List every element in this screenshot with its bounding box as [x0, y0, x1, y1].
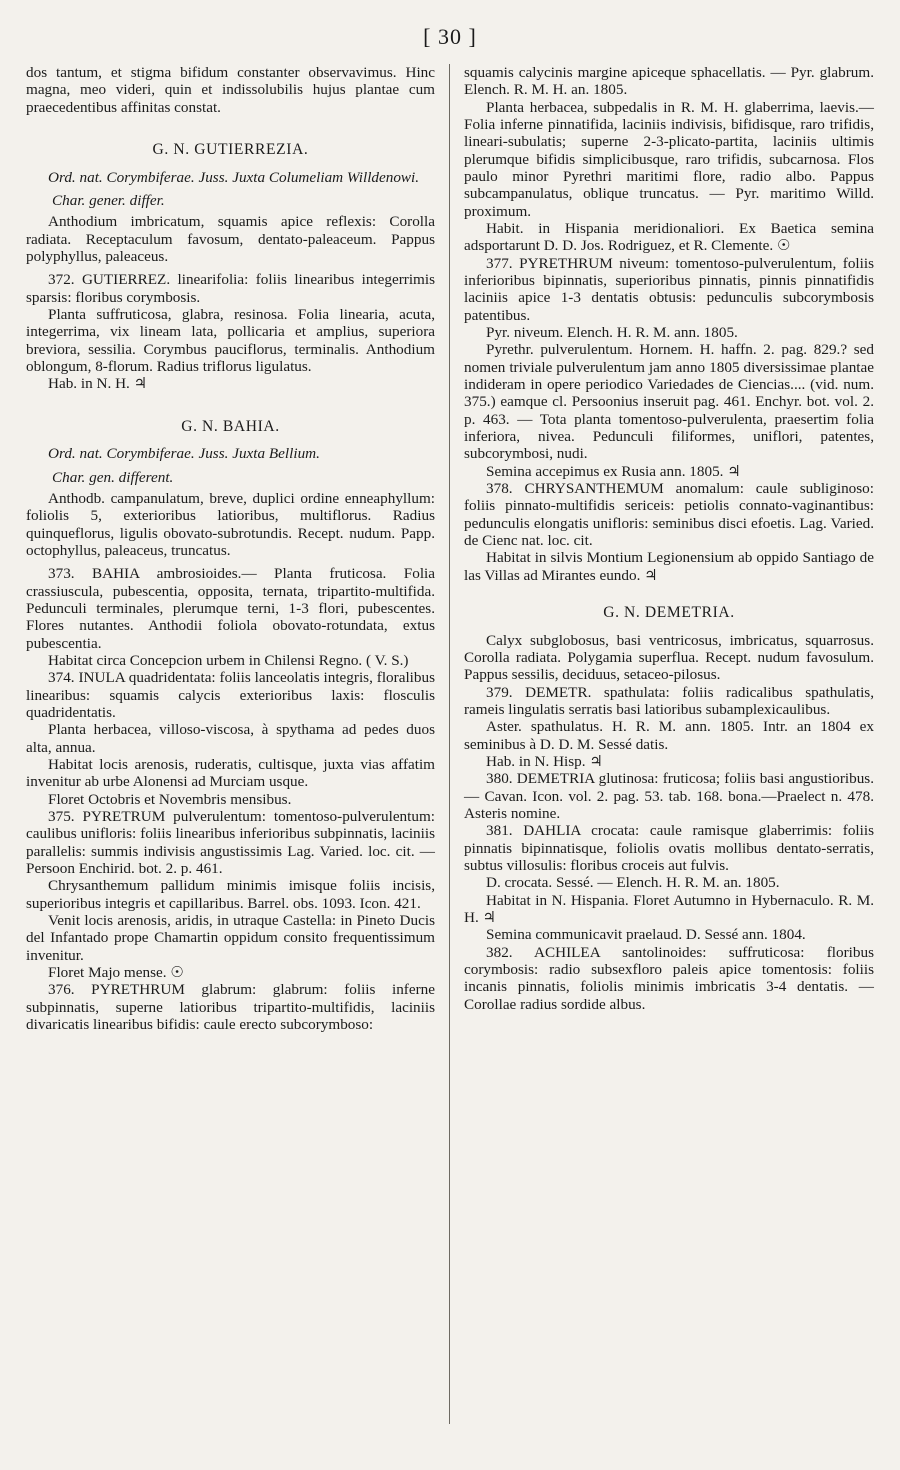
- page-number: [ 30 ]: [423, 24, 477, 49]
- species-entry-374: 374. INULA quadridentata: foliis lanceolatis integris, floralibus linearibus: squamis calycis exterioribus laxis: flosculis quadridentatis.: [26, 669, 435, 722]
- character-heading-gutierrezia: Char. gener. differ.: [52, 192, 165, 210]
- genus-heading-bahia: G. N. BAHIA.: [181, 417, 280, 435]
- species-description-372: Planta suffruticosa, glabra, resinosa. Folia linearia, acuta, integerrima, vix lineam lata, pollicaria et amplius, superiora breviora, sessilia. Corymbus pauciflorus, terminalis. Anthodium oblongum, 8-florum. Radius triflorus ligulatus.: [26, 306, 435, 376]
- species-entry-372: 372. GUTIERREZ. linearifolia: foliis linearibus integerrimis sparsis: floribus corymbosis.: [26, 271, 435, 306]
- character-text-bahia: Anthodb. campanulatum, breve, duplici ordine enneaphyllum: foliolis 5, exterioribus latioribus, multiflorus. Radius quinqueflorus, ligulis obovato-subrotundis. Recept. nudum. Papp. octophyllus, paleaceus, truncatus.: [26, 490, 435, 560]
- right-column: [450, 64, 874, 1424]
- species-habitat-372: Hab. in N. H. ♃: [48, 375, 148, 393]
- character-heading-bahia: Char. gen. different.: [52, 468, 174, 486]
- species-entry-373: 373. BAHIA ambrosioides.— Planta fruticosa. Folia crassiuscula, pubescentia, opposita, ternata, tripartito-multifida. Pedunculi terminales, plerumque terni, 1-3 flori, pubescentes. Flores nutantes. Anthodii foliola obovato-rotundata, extus pubescentia.: [26, 565, 435, 652]
- species-entry-375: 375. PYRETRUM pulverulentum: tomentoso-pulverulentum: caulibus unifloris: foliis linearibus inferioribus subpinnatis, laciniis parallelis: summis indivisis angustissimis Lag. Varied. loc. cit. — Persoon Enchirid. bot. 2. p. 461.: [26, 808, 435, 877]
- species-entry-376: 376. PYRETHRUM glabrum: glabrum: foliis inferne subpinnatis, superne latioribus tripartito-multifidis, laciniis divaricatis linearibus bifidis: caule erecto subcorymboso:: [26, 981, 435, 1033]
- species-habitat-378: Habitat in silvis Montium Legionensium ab oppido Santiago de las Villas ad Mirantes eundo. ♃: [464, 549, 874, 584]
- character-text-gutierrezia: Anthodium imbricatum, squamis apice reflexis: Corolla radiata. Receptaculum favosum, dentato-paleaceum. Pappus polyphyllus, paleaceus.: [26, 213, 435, 266]
- species-seeds-381: Semina communicavit praelaud. D. Sessé ann. 1804.: [486, 926, 806, 944]
- species-habitat-375: Venit locis arenosis, aridis, in utraque Castella: in Pineto Ducis del Infantado prope Chamartin oppidum consito frequentissimum invenitur.: [26, 911, 435, 964]
- species-habitat-379: Hab. in N. Hisp. ♃: [486, 752, 603, 770]
- species-habitat-381: Habitat in N. Hispania. Floret Autumno in Hybernaculo. R. M. H. ♃: [464, 891, 874, 926]
- species-flowering-375: Floret Majo mense. ☉: [48, 963, 184, 981]
- species-habitat-373: Habitat circa Concepcion urbem in Chilensi Regno. ( V. S.): [48, 652, 409, 670]
- species-flowering-374: Floret Octobris et Novembris mensibus.: [48, 790, 292, 808]
- species-entry-379: 379. DEMETR. spathulata: foliis radicalibus spathulatis, rameis lingulatis serratis basi latioribus subamplexicaulibus.: [464, 683, 874, 718]
- species-reference-379: Aster. spathulatus. H. R. M. ann. 1805. Intr. an 1804 ex seminibus à D. D. M. Sessé datis.: [464, 718, 874, 753]
- species-entry-380: 380. DEMETRIA glutinosa: fruticosa; foliis basi angustioribus. — Cavan. Icon. vol. 2. pag. 53. tab. 168. bona.—Praelect n. 478. Asteris nomine.: [464, 770, 874, 822]
- ordo-line-gutierrezia: Ord. nat. Corymbiferae. Juss. Juxta Columeliam Willdenowi.: [48, 168, 420, 186]
- species-entry-376-continued: squamis calycinis margine apiceque sphacellatis. — Pyr. glabrum. Elench. R. M. H. an. 1805.: [464, 64, 874, 99]
- ordo-line-bahia: Ord. nat. Corymbiferae. Juss. Juxta Bellium.: [48, 445, 320, 463]
- species-reference-377: Pyr. niveum. Elench. H. R. M. ann. 1805.: [486, 323, 738, 341]
- species-description-376: Planta herbacea, subpedalis in R. M. H. glaberrima, laevis.— Folia inferne pinnatifida, laciniis indivisis, bifidisque, raro trifidis, lineari-subulatis; superne 2-3-plicato-partita, laciniis ultimis plerumque bifidis simplicibusque, raro trifidis, subcarnosa. Flos paulo minor Pyrethri maritimi flore, radio albo. Pappus subcampanulatus, oblique truncatus. — Pyr. maritimo Willd. proximum.: [464, 98, 874, 220]
- species-entry-377: 377. PYRETHRUM niveum: tomentoso-pulverulentum, foliis inferioribus bipinnatis, superioribus pinnatis, pinnis pinnatifidis laciniis apice 1-3 dentatis obtusis: pedunculis subcorymbosis patentibus.: [464, 254, 874, 324]
- species-reference-381: D. crocata. Sessé. — Elench. H. R. M. an. 1805.: [486, 874, 780, 892]
- genus-heading-demetria: G. N. DEMETRIA.: [603, 603, 735, 621]
- paragraph: dos tantum, et stigma bifidum constanter observavimus. Hinc magna, meo videri, quin et indissolubilis hujus plantae cum praecedentibus affinitas constat.: [26, 64, 435, 116]
- genus-heading-gutierrezia: G. N. GUTIERREZIA.: [152, 140, 309, 158]
- species-seeds-377: Semina accepimus ex Rusia ann. 1805. ♃: [486, 462, 741, 480]
- species-habitat-376: Habit. in Hispania meridionaliori. Ex Baetica semina adsportarunt D. D. Jos. Rodriguez, et R. Clemente. ☉: [464, 219, 874, 255]
- species-note-375: Chrysanthemum pallidum minimis imisque foliis incisis, superioribus integris et capillaribus. Barrel. obs. 1093. Icon. 421.: [26, 877, 435, 912]
- species-habitat-374: Habitat locis arenosis, ruderatis, cultisque, juxta vias affatim invenitur ab urbe Alonensi ad Murciam usque.: [26, 756, 435, 791]
- left-column: [26, 64, 450, 1424]
- species-entry-378: 378. CHRYSANTHEMUM anomalum: caule subliginoso: foliis pinnato-multifidis sericeis: petiolis connato-vaginantibus: pedunculis elongatis unifloris: seminibus disci efoetis. Lag. Varied. de Cienc nat. loc. cit.: [464, 479, 874, 549]
- species-entry-382: 382. ACHILEA santolinoides: suffruticosa: floribus corymbosis: radio subsexfloro paleis apice tomentosis: foliis incanis pinnatis, foliolis minimis imbricatis 3-4 dentatis. — Corollae radius sordide albus.: [464, 943, 874, 1013]
- species-note-377: Pyrethr. pulverulentum. Hornem. H. haffn. 2. pag. 829.? sed nomen triviale pulverulentum jam anno 1805 diversissimae plantae indideram in opere periodico Variedades de Ciencias.... (vid. num. 375.) eamque cl. Persoonius inseruit pag. 461. Enchyr. bot. vol. 2. p. 463. — Tota planta tomentoso-pulverulenta, praesertim folia inferiora, nivea. Pedunculi filiformes, uniflori, patentes, subcorymbosi, nudi.: [464, 341, 874, 463]
- species-description-374: Planta herbacea, villoso-viscosa, à spythama ad pedes duos alta, annua.: [26, 721, 435, 756]
- character-text-demetria: Calyx subglobosus, basi ventricosus, imbricatus, squarrosus. Corolla radiata. Polygamia superflua. Recept. nudum favosulum. Pappus sessilis, deciduus, setaceo-pilosus.: [464, 631, 874, 684]
- two-column-body: [26, 64, 874, 1424]
- species-entry-381: 381. DAHLIA crocata: caule ramisque glaberrimis: foliis pinnatis bipinnatisque, foliolis ovatis mollibus dentato-serratis, subtus villosulis: floribus croceis aut fulvis.: [464, 822, 874, 874]
